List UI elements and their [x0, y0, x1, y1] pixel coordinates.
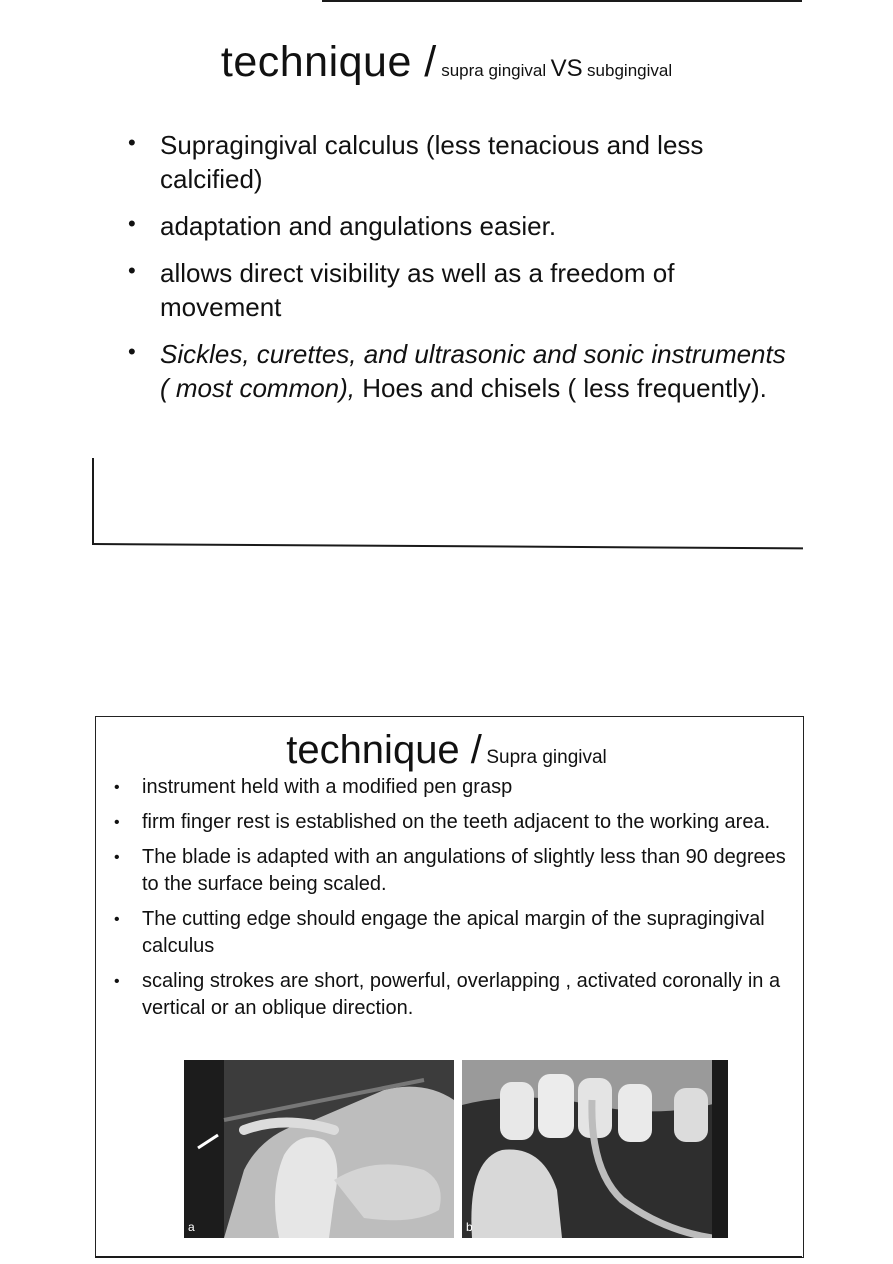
pen-grasp-illustration — [184, 1060, 454, 1238]
slide1-bottom-border — [92, 543, 803, 549]
slide1-title-part2: subgingival — [587, 61, 673, 80]
slide2-bullet: • The blade is adapted with an angulations of slightly less than 90 degrees to the surface being scaled. — [114, 844, 794, 898]
slide1-bullet: • adaptation and angulations easier. — [128, 209, 788, 243]
slide1-bullet: • allows direct visibility as well as a freedom of movement — [128, 256, 788, 324]
slide1-bullet: • Supragingival calculus (less tenacious and less calcified) — [128, 128, 788, 196]
slide2-bullet: • The cutting edge should engage the apical margin of the supragingival calculus — [114, 906, 794, 960]
slide1-bullet-list — [128, 128, 788, 418]
photo-label-a: a — [188, 1220, 195, 1234]
tooth-scaling-photo — [462, 1060, 728, 1238]
slide1-left-border — [92, 458, 94, 544]
slide1-bullet-normal: Hoes and chisels ( less frequently). — [355, 373, 767, 403]
photo-label-b: b — [466, 1220, 473, 1234]
top-edge-line — [322, 0, 802, 2]
slide2-bullet: • scaling strokes are short, powerful, overlapping , activated coronally in a vertical or an oblique direction. — [114, 968, 794, 1022]
pen-grasp-photo — [184, 1060, 454, 1238]
slide2-title-sub: Supra gingival — [486, 747, 607, 768]
slide2-title — [0, 728, 893, 773]
bottom-edge-line — [95, 1256, 802, 1258]
slide2-bullet: • firm finger rest is established on the teeth adjacent to the working area. — [114, 809, 794, 836]
slide1-title-part1: supra gingival — [441, 61, 547, 80]
slide2-bullet-list — [114, 774, 794, 1030]
slide1-title — [0, 38, 893, 87]
slide1-bullet — [128, 337, 788, 405]
slide1-title-main: technique / — [220, 38, 437, 86]
slide1-title-vs: VS — [550, 55, 583, 82]
tooth-scaling-illustration — [462, 1060, 728, 1238]
slide2-bullet: • instrument held with a modified pen grasp — [114, 774, 794, 801]
slide2-title-main: technique / — [286, 728, 482, 772]
slide1-bullet-italic: Sickles, curettes, and ultrasonic and sonic instruments ( most common), — [160, 339, 786, 403]
